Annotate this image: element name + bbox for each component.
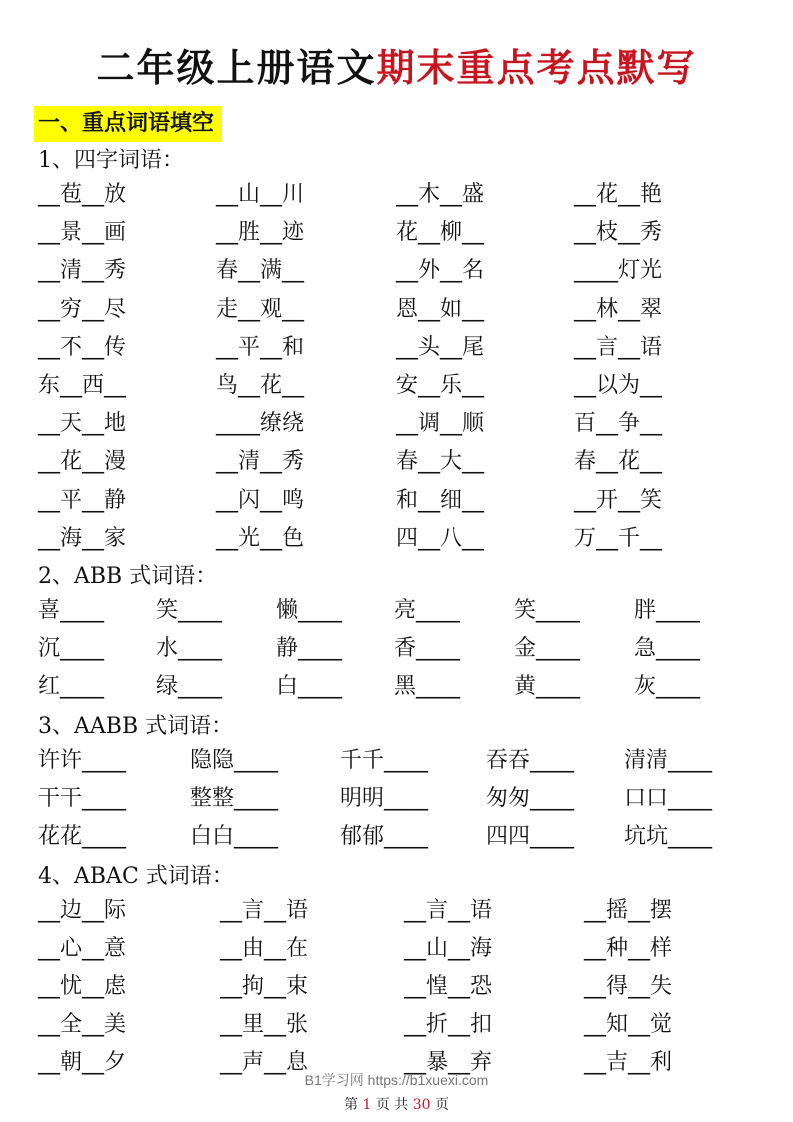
- fill-blank-item: 吞吞____: [486, 748, 575, 773]
- fill-blank-item: 四__八__: [396, 525, 485, 551]
- fill-blank-item: __平__和: [216, 334, 305, 360]
- fill-blank-item: 沉____: [38, 636, 105, 661]
- fill-blank-item: 春__花__: [574, 449, 663, 475]
- aabb-heading: 3、AABB 式词语：: [38, 714, 234, 739]
- fill-blank-item: ____缭绕: [216, 411, 305, 437]
- fill-blank-item: __海__家: [38, 525, 127, 551]
- fill-blank-item: 白____: [276, 674, 343, 699]
- fill-blank-item: 白白____: [190, 824, 279, 849]
- fill-blank-item: __胜__迹: [216, 220, 305, 246]
- fill-blank-item: __声__息: [220, 1050, 309, 1075]
- fill-blank-item: __拘__束: [220, 974, 309, 999]
- fill-blank-item: 春__大__: [396, 449, 485, 475]
- fill-blank-item: 笑____: [514, 598, 581, 623]
- footer-page-number: 第 1 页 共 30 页: [343, 1097, 449, 1113]
- fill-blank-item: 郁郁____: [340, 824, 429, 849]
- fill-blank-item: __忧__虑: [38, 974, 127, 999]
- fill-blank-item: __木__盛: [396, 182, 485, 207]
- fill-blank-item: 坑坑____: [624, 824, 713, 849]
- fill-blank-item: __暴__弃: [404, 1050, 493, 1075]
- fill-blank-item: 黄____: [514, 674, 581, 699]
- fill-blank-item: __穷__尽: [38, 296, 127, 322]
- fill-blank-item: __景__画: [38, 220, 127, 246]
- fill-blank-item: __开__笑: [574, 487, 663, 513]
- fill-blank-item: __言__语: [220, 898, 309, 923]
- fill-blank-item: __花__艳: [574, 182, 663, 207]
- fill-blank-item: __外__名: [396, 258, 485, 284]
- fill-blank-item: 明明____: [340, 786, 429, 811]
- fill-blank-item: 喜____: [38, 598, 105, 623]
- fill-blank-item: 急____: [634, 636, 701, 661]
- fill-blank-item: 百__争__: [574, 411, 663, 437]
- fill-blank-item: __里__张: [220, 1012, 309, 1037]
- fill-blank-item: __朝__夕: [38, 1050, 127, 1075]
- fill-blank-item: __清__秀: [38, 258, 127, 284]
- fill-blank-item: 千千____: [340, 748, 429, 773]
- abb-heading: 2、ABB 式词语：: [38, 564, 218, 589]
- title-black-part: 二年级上册语文: [96, 45, 377, 90]
- fill-blank-item: __天__地: [38, 411, 127, 437]
- fill-blank-item: __调__顺: [396, 411, 485, 437]
- current-page: 1: [362, 1097, 372, 1113]
- fill-blank-item: __苞__放: [38, 182, 127, 207]
- fill-blank-item: 口口____: [624, 786, 713, 811]
- fill-blank-item: 匆匆____: [486, 786, 575, 811]
- fill-blank-item: 万__千__: [574, 525, 663, 551]
- fill-blank-item: __花__漫: [38, 449, 127, 475]
- four-char-heading: 1、四字词语：: [38, 148, 184, 173]
- footer-source: B1学习网 https://b1xuexi.com: [304, 1072, 489, 1088]
- fill-blank-item: ____灯光: [574, 258, 663, 284]
- fill-blank-item: 春__满__: [216, 258, 305, 284]
- fill-blank-item: __山__海: [404, 936, 493, 961]
- fill-blank-item: __闪__鸣: [216, 487, 305, 513]
- fill-blank-item: __清__秀: [216, 449, 305, 475]
- total-pages: 30: [412, 1097, 431, 1113]
- fill-blank-item: __惶__恐: [404, 974, 493, 999]
- fill-blank-item: 黑____: [394, 674, 461, 699]
- fill-blank-item: 笑____: [156, 598, 223, 623]
- fill-blank-item: __吉__利: [584, 1050, 673, 1075]
- fill-blank-item: 懒____: [276, 598, 343, 623]
- fill-blank-item: 花花____: [38, 824, 127, 849]
- fill-blank-item: __边__际: [38, 898, 127, 923]
- fill-blank-item: __光__色: [216, 525, 305, 551]
- fill-blank-item: __以为__: [574, 373, 663, 398]
- fill-blank-item: 亮____: [394, 598, 461, 623]
- fill-blank-item: __全__美: [38, 1012, 127, 1037]
- fill-blank-item: __得__失: [584, 974, 673, 999]
- fill-blank-item: __不__传: [38, 334, 127, 360]
- title-red-part: 期末重点考点默写: [376, 45, 697, 90]
- fill-blank-item: 灰____: [634, 674, 701, 699]
- fill-blank-item: 水____: [156, 636, 223, 661]
- fill-blank-item: 鸟__花__: [216, 373, 305, 398]
- fill-blank-item: __山__川: [216, 182, 305, 207]
- fill-blank-item: 静____: [276, 636, 343, 661]
- fill-blank-item: 金____: [514, 636, 581, 661]
- fill-blank-item: 花__柳__: [396, 220, 485, 246]
- fill-blank-item: 东__西__: [38, 373, 127, 398]
- fill-blank-item: __由__在: [220, 936, 309, 961]
- fill-blank-item: 许许____: [38, 748, 127, 773]
- fill-blank-item: 清清____: [624, 748, 713, 773]
- fill-blank-item: __头__尾: [396, 334, 485, 360]
- fill-blank-item: __知__觉: [584, 1012, 673, 1037]
- fill-blank-item: 安__乐__: [396, 373, 485, 398]
- fill-blank-item: 恩__如__: [396, 296, 485, 322]
- fill-blank-item: __言__语: [404, 898, 493, 923]
- fill-blank-item: 隐隐____: [190, 748, 279, 773]
- fill-blank-item: 香____: [394, 636, 461, 661]
- fill-blank-item: 胖____: [634, 598, 701, 623]
- fill-blank-item: __摇__摆: [584, 898, 673, 923]
- fill-blank-item: __平__静: [38, 487, 127, 513]
- fill-blank-item: 红____: [38, 674, 105, 699]
- fill-blank-item: __心__意: [38, 936, 127, 961]
- fill-blank-item: 绿____: [156, 674, 223, 699]
- fill-blank-item: 整整____: [190, 786, 279, 811]
- fill-blank-item: __枝__秀: [574, 220, 663, 246]
- fill-blank-item: 四四____: [486, 824, 575, 849]
- page-title: [0, 40, 793, 96]
- fill-blank-item: __种__样: [584, 936, 673, 961]
- fill-blank-item: __林__翠: [574, 296, 663, 322]
- fill-blank-item: 和__细__: [396, 487, 485, 513]
- section-heading: 一、重点词语填空: [34, 106, 222, 142]
- abac-heading: 4、ABAC 式词语：: [38, 864, 234, 889]
- fill-blank-item: __折__扣: [404, 1012, 493, 1037]
- fill-blank-item: __言__语: [574, 334, 663, 360]
- fill-blank-item: 走__观__: [216, 296, 305, 322]
- fill-blank-item: 干干____: [38, 786, 127, 811]
